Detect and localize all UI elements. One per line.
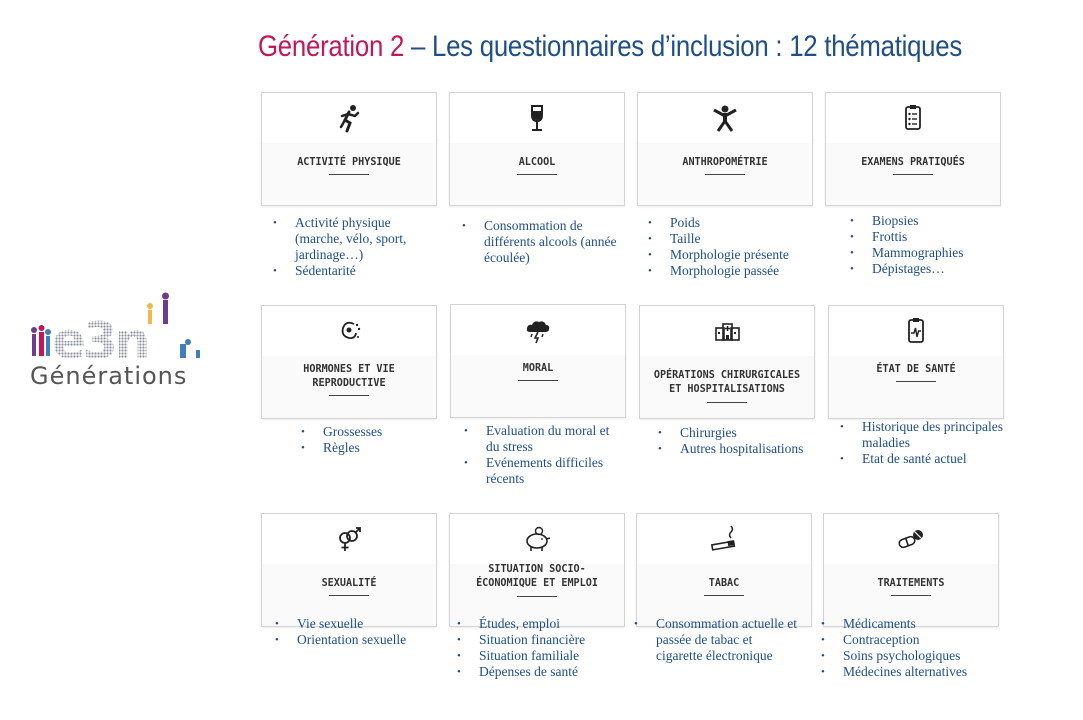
list-item: • Dépenses de santé bbox=[457, 664, 627, 680]
list-item: • Biopsies bbox=[850, 213, 1000, 229]
hospital-icon bbox=[712, 316, 742, 346]
list-item: • Evénements difficiles récents bbox=[464, 455, 624, 487]
list-item: • Evaluation du moral et du stress bbox=[464, 423, 624, 455]
pills-icon bbox=[896, 524, 926, 554]
theme-items-sexualite bbox=[275, 616, 440, 648]
hormone-icon bbox=[334, 316, 364, 346]
list-item: • Dépistages… bbox=[850, 261, 1000, 277]
theme-card-situation-socio-economique bbox=[449, 513, 625, 627]
list-item: • Etat de santé actuel bbox=[840, 451, 1005, 467]
theme-label: SITUATION SOCIO-ÉCONOMIQUE ET EMPLOI bbox=[476, 562, 598, 589]
theme-items-etat-de-sante bbox=[840, 419, 1005, 467]
list-item: • Consommation actuelle et passée de tabac et cigarette électronique bbox=[634, 616, 799, 664]
list-item: • Chirurgies bbox=[658, 425, 808, 441]
theme-items-activite-physique bbox=[273, 215, 433, 279]
theme-items-examens-pratiques bbox=[850, 213, 1000, 277]
theme-card-traitements bbox=[823, 513, 999, 627]
list-item: • Taille bbox=[648, 231, 823, 247]
theme-card-activite-physique bbox=[261, 92, 437, 206]
list-item: • Poids bbox=[648, 215, 823, 231]
list-item: • Règles bbox=[301, 440, 431, 456]
theme-card-anthropometrie bbox=[637, 92, 813, 206]
page-title bbox=[258, 30, 962, 64]
list-item: • Mammographies bbox=[850, 245, 1000, 261]
list-item: • Médecines alternatives bbox=[821, 664, 1006, 680]
theme-label: ALCOOL bbox=[518, 155, 556, 168]
theme-items-situation-socio-economique bbox=[457, 616, 627, 680]
theme-card-moral bbox=[450, 304, 626, 418]
theme-label: TRAITEMENTS bbox=[877, 576, 945, 589]
theme-label: ÉTAT DE SANTÉ bbox=[876, 362, 956, 375]
list-item: • Situation financière bbox=[457, 632, 627, 648]
theme-label: TABAC bbox=[708, 576, 740, 589]
piggy-bank-icon bbox=[522, 524, 552, 554]
logo-mark: e3n bbox=[52, 312, 148, 370]
list-item: • Autres hospitalisations bbox=[658, 441, 808, 457]
theme-items-operations bbox=[658, 425, 808, 457]
list-item: • Contraception bbox=[821, 632, 1006, 648]
theme-items-tabac bbox=[634, 616, 799, 664]
health-chart-icon bbox=[901, 316, 931, 346]
theme-items-anthropometrie bbox=[648, 215, 823, 279]
theme-card-etat-de-sante bbox=[828, 305, 1004, 419]
gender-symbols-icon bbox=[334, 524, 364, 554]
theme-label: OPÉRATIONS CHIRURGICALES ET HOSPITALISATIONS bbox=[653, 368, 801, 395]
clipboard-icon bbox=[898, 103, 928, 133]
list-item: • Morphologie passée bbox=[648, 263, 823, 279]
logo-wordmark: Générations bbox=[30, 362, 188, 390]
theme-label: EXAMENS PRATIQUÉS bbox=[861, 155, 965, 168]
list-item: • Frottis bbox=[850, 229, 1000, 245]
list-item: • Soins psychologiques bbox=[821, 648, 1006, 664]
list-item: • Morphologie présente bbox=[648, 247, 823, 263]
theme-label: SEXUALITÉ bbox=[321, 576, 377, 589]
theme-label: ACTIVITÉ PHYSIQUE bbox=[297, 155, 401, 168]
theme-card-sexualite bbox=[261, 513, 437, 627]
theme-card-alcool bbox=[449, 92, 625, 206]
theme-card-hormones bbox=[261, 305, 437, 419]
list-item: • Orientation sexuelle bbox=[275, 632, 440, 648]
title-accent: Génération 2 bbox=[258, 30, 405, 63]
theme-items-moral bbox=[464, 423, 624, 487]
wine-glass-icon bbox=[522, 103, 552, 133]
theme-items-traitements bbox=[821, 616, 1006, 680]
theme-items-hormones bbox=[301, 424, 431, 456]
list-item: • Études, emploi bbox=[457, 616, 627, 632]
list-item: • Consommation de différents alcools (année écoulée) bbox=[462, 218, 622, 266]
theme-card-examens-pratiques bbox=[825, 92, 1001, 206]
list-item: • Historique des principales maladies bbox=[840, 419, 1005, 451]
cigarette-icon bbox=[709, 524, 739, 554]
list-item: • Sédentarité bbox=[273, 263, 433, 279]
storm-cloud-icon bbox=[523, 315, 553, 345]
theme-card-tabac bbox=[636, 513, 812, 627]
list-item: • Grossesses bbox=[301, 424, 431, 440]
theme-label: ANTHROPOMÉTRIE bbox=[682, 155, 768, 168]
running-person-icon bbox=[334, 103, 364, 133]
list-item: • Médicaments bbox=[821, 616, 1006, 632]
body-figure-icon bbox=[710, 103, 740, 133]
list-item: • Activité physique (marche, vélo, sport, jardinage…) bbox=[273, 215, 433, 263]
list-item: • Vie sexuelle bbox=[275, 616, 440, 632]
theme-items-alcool bbox=[462, 218, 622, 266]
theme-label: MORAL bbox=[522, 361, 554, 374]
theme-label: HORMONES ET VIE REPRODUCTIVE bbox=[303, 362, 395, 389]
theme-card-operations bbox=[639, 305, 815, 419]
list-item: • Situation familiale bbox=[457, 648, 627, 664]
title-rest: – Les questionnaires d’inclusion : 12 thématiques bbox=[404, 30, 963, 63]
